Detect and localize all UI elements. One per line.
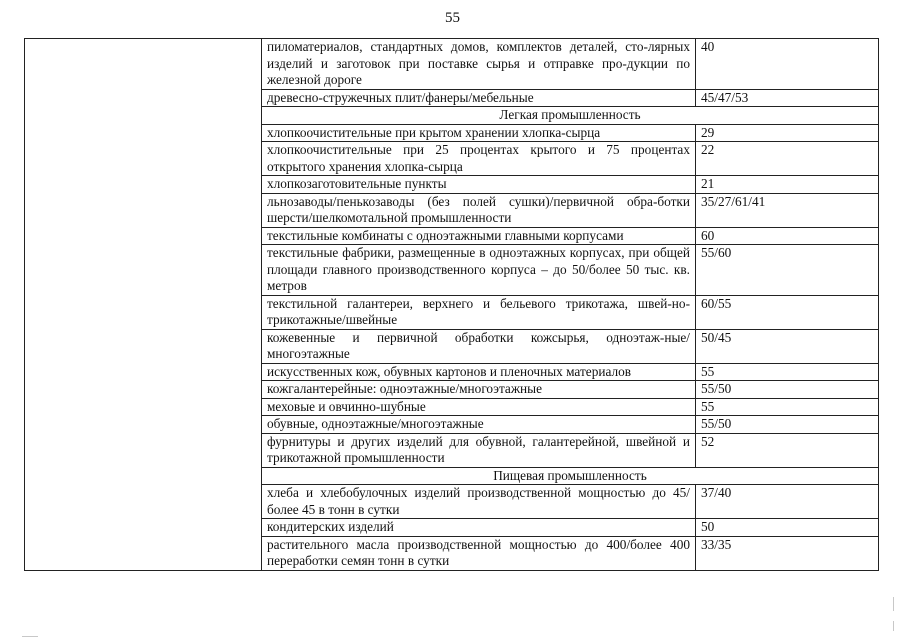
value-cell: 55 <box>696 363 879 381</box>
facility-type-cell: хлопкоочистительные при 25 процентах крытого и 75 процентах открытого хранения хлопка-сырца <box>262 142 696 176</box>
facility-type-cell: фурнитуры и других изделий для обувной, галантерейной, швейной и трикотажной промышленности <box>262 433 696 467</box>
facility-type-cell: кожгалантерейные: одноэтажные/многоэтажные <box>262 381 696 399</box>
value-cell: 29 <box>696 124 879 142</box>
section-heading: Легкая промышленность <box>262 107 879 125</box>
norms-table <box>24 38 879 571</box>
facility-type-cell: искусственных кож, обувных картонов и пленочных материалов <box>262 363 696 381</box>
facility-type-cell: обувные, одноэтажные/многоэтажные <box>262 416 696 434</box>
value-cell: 50 <box>696 519 879 537</box>
category-column <box>25 39 262 571</box>
value-cell: 37/40 <box>696 485 879 519</box>
value-cell: 52 <box>696 433 879 467</box>
facility-type-cell: кожевенные и первичной обработки кожсырья, одноэтаж-ные/многоэтажные <box>262 329 696 363</box>
facility-type-cell: древесно-стружечных плит/фанеры/мебельные <box>262 89 696 107</box>
page-number: 55 <box>445 10 460 26</box>
facility-type-cell: текстильные фабрики, размещенные в одноэтажных корпусах, при общей площади главного производственного корпуса – до 50/более 50 тыс. кв. метров <box>262 245 696 296</box>
value-cell: 22 <box>696 142 879 176</box>
facility-type-cell: пиломатериалов, стандартных домов, комплектов деталей, сто-лярных изделий и заготовок при поставке сырья и отправке про-дукции по железной дороге <box>262 39 696 90</box>
facility-type-cell: льнозаводы/пенькозаводы (без полей сушки)/первичной обра-ботки шерсти/шелкомотальной промышленности <box>262 193 696 227</box>
table-row <box>25 39 879 90</box>
facility-type-cell: кондитерских изделий <box>262 519 696 537</box>
value-cell: 55/50 <box>696 381 879 399</box>
facility-type-cell: текстильной галантереи, верхнего и бельевого трикотажа, швей-но-трикотажные/швейные <box>262 295 696 329</box>
value-cell: 21 <box>696 176 879 194</box>
value-cell: 35/27/61/41 <box>696 193 879 227</box>
facility-type-cell: хлопкоочистительные при крытом хранении хлопка-сырца <box>262 124 696 142</box>
value-cell: 40 <box>696 39 879 90</box>
facility-type-cell: текстильные комбинаты с одноэтажными главными корпусами <box>262 227 696 245</box>
table-body <box>25 39 879 571</box>
scan-artifact-bottom-left <box>22 636 38 637</box>
value-cell: 45/47/53 <box>696 89 879 107</box>
scan-artifact-right-lower <box>893 621 894 631</box>
scan-artifact-right <box>893 597 894 611</box>
facility-type-cell: растительного масла производственной мощностью до 400/более 400 переработки семян тонн в сутки <box>262 536 696 570</box>
value-cell: 60/55 <box>696 295 879 329</box>
value-cell: 55/60 <box>696 245 879 296</box>
value-cell: 50/45 <box>696 329 879 363</box>
facility-type-cell: хлеба и хлебобулочных изделий производственной мощностью до 45/более 45 в тонн в сутки <box>262 485 696 519</box>
facility-type-cell: меховые и овчинно-шубные <box>262 398 696 416</box>
facility-type-cell: хлопкозаготовительные пункты <box>262 176 696 194</box>
value-cell: 60 <box>696 227 879 245</box>
value-cell: 55 <box>696 398 879 416</box>
value-cell: 55/50 <box>696 416 879 434</box>
section-heading: Пищевая промышленность <box>262 467 879 485</box>
value-cell: 33/35 <box>696 536 879 570</box>
